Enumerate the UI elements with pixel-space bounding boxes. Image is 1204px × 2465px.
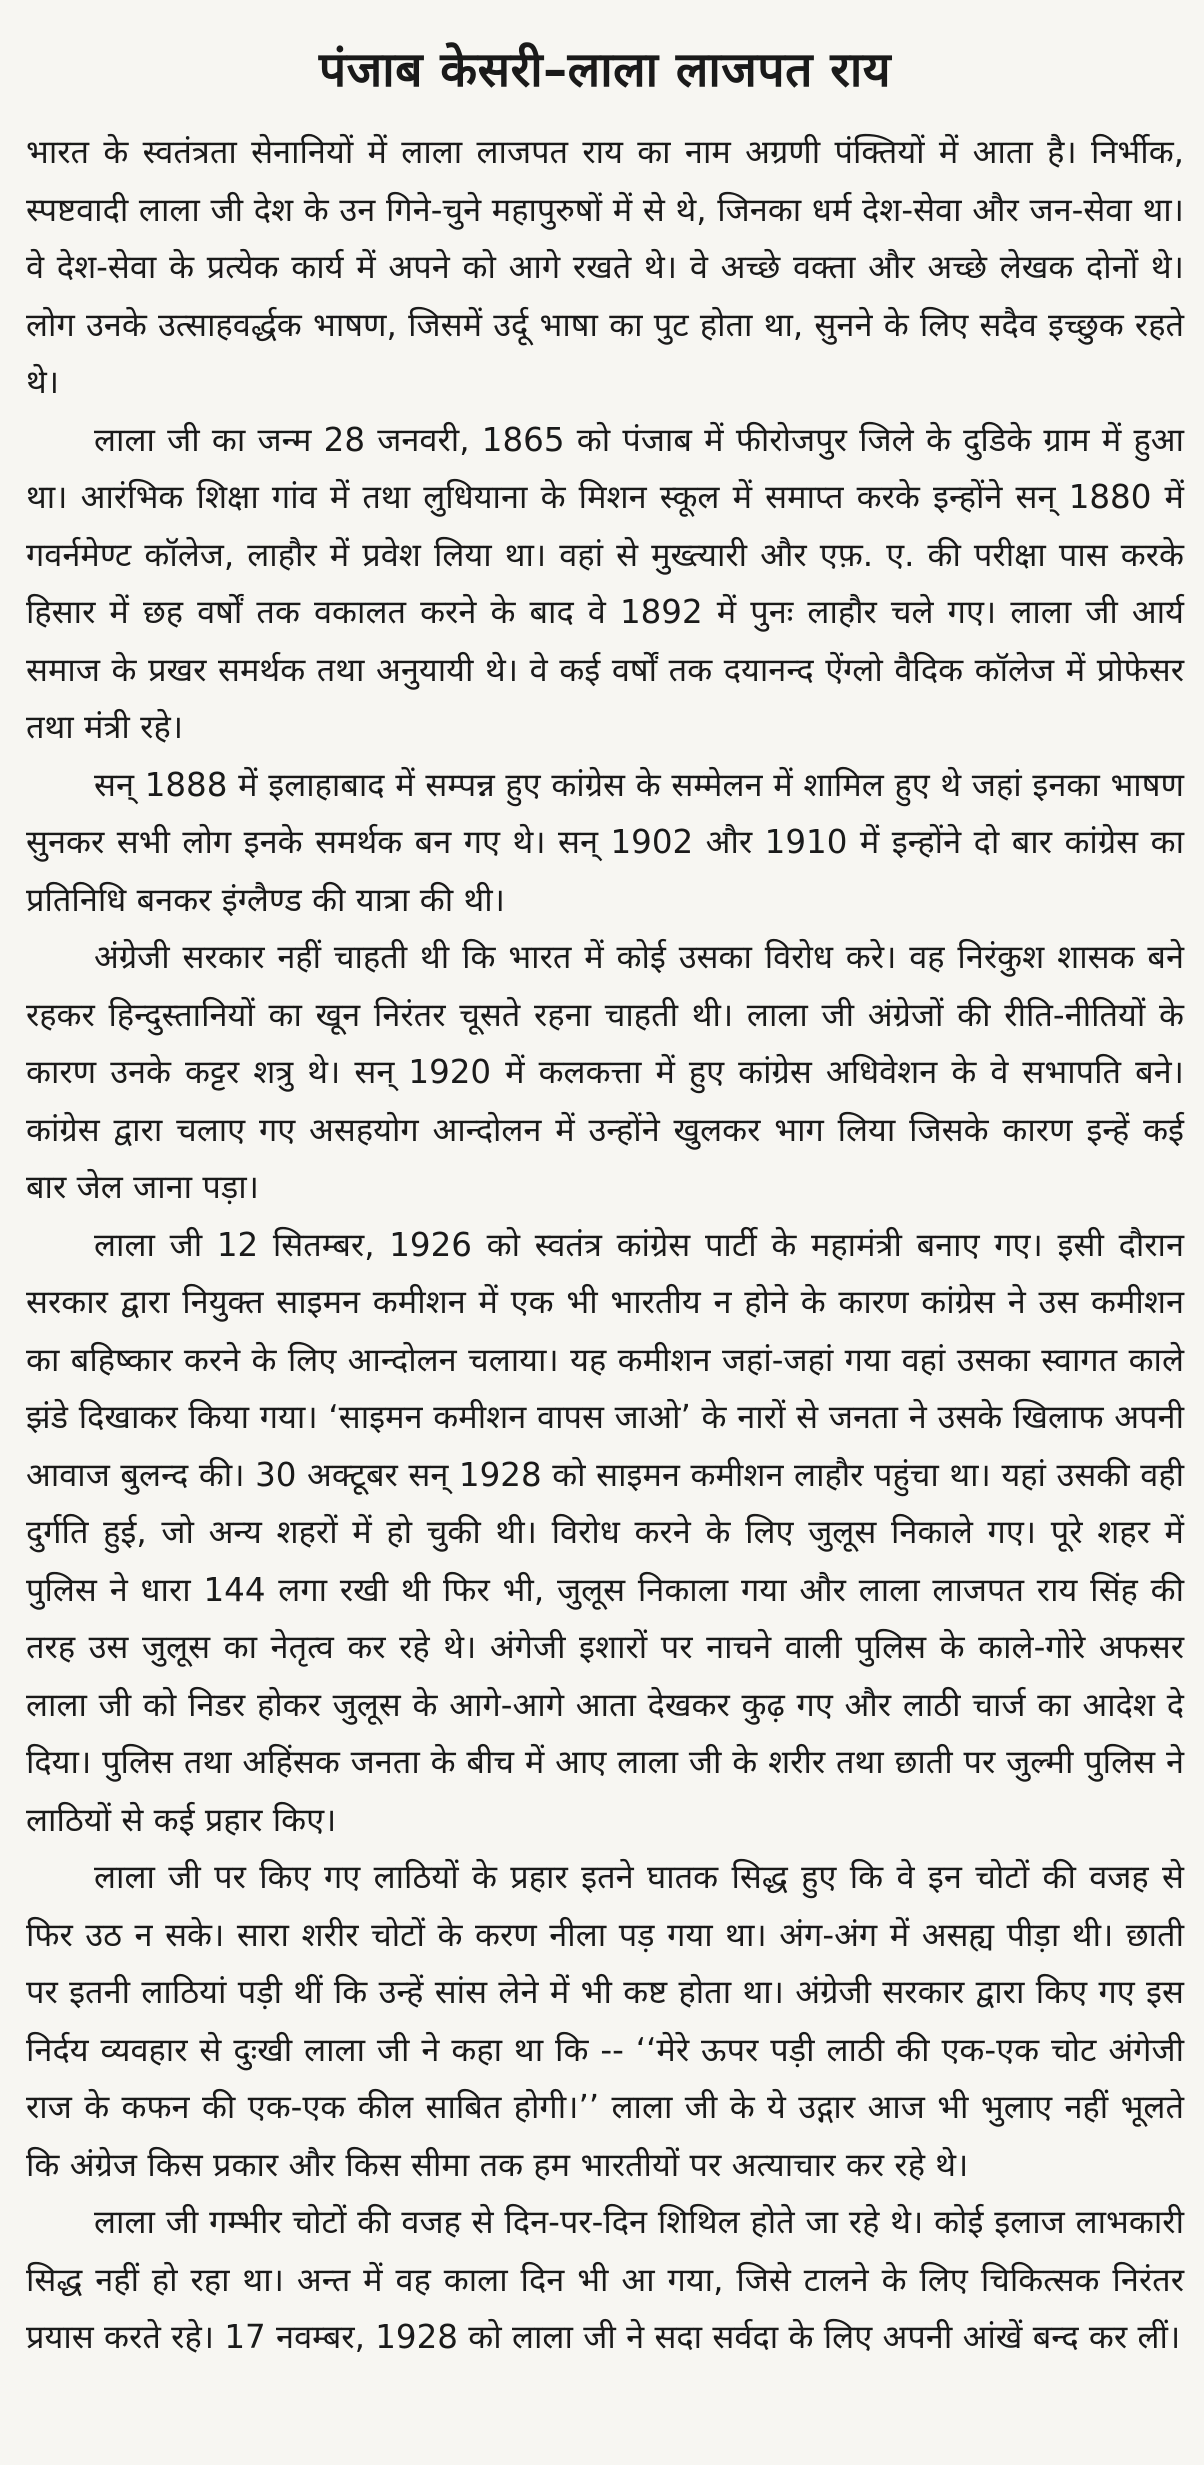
paragraph-intro: भारत के स्वतंत्रता सेनानियों में लाला लाजपत राय का नाम अग्रणी पंक्तियों में आता है। निर्भीक, स्पष्टवादी लाला जी देश के उन गिने-चुने महापुरुषों में से थे, जिनका धर्म देश-सेवा और जन-सेवा था। वे देश-सेवा के प्रत्येक कार्य में अपने को आगे रखते थे। वे अच्छे वक्ता और अच्छे लेखक दोनों थे। लोग उनके उत्साहवर्द्धक भाषण, जिसमें उर्दू भाषा का पुट होता था, सुनने के लिए सदैव इच्छुक रहते थे।: [26, 133, 1184, 401]
paragraph-british-rule: अंग्रेजी सरकार नहीं चाहती थी कि भारत में कोई उसका विरोध करे। वह निरंकुश शासक बने रहकर हिन्दुस्तानियों का खून निरंतर चूसते रहना चाहती थी। लाला जी अंग्रेजों की रीति-नीतियों के कारण उनके कट्टर शत्रु थे। सन् 1920 में कलकत्ता में हुए कांग्रेस अधिवेशन के वे सभापति बने। कांग्रेस द्वारा चलाए गए असहयोग आन्दोलन में उन्होंने खुलकर भाग लिया जिसके कारण इन्हें कई बार जेल जाना पड़ा।: [26, 938, 1184, 1206]
paragraph-birth-education: लाला जी का जन्म 28 जनवरी, 1865 को पंजाब में फीरोजपुर जिले के दुडिके ग्राम में हुआ था। आरंभिक शिक्षा गांव में तथा लुधियाना के मिशन स्कूल में समाप्त करके इन्होंने सन् 1880 में गवर्नमेण्ट कॉलेज, लाहौर में प्रवेश लिया था। वहां से मुख्त्यारी और एफ़. ए. की परीक्षा पास करके हिसार में छह वर्षों तक वकालत करने के बाद वे 1892 में पुनः लाहौर चले गए। लाला जी आर्य समाज के प्रखर समर्थक तथा अनुयायी थे। वे कई वर्षों तक दयानन्द ऐंग्लो वैदिक कॉलेज में प्रोफेसर तथा मंत्री रहे।: [26, 420, 1184, 746]
paragraph-death: लाला जी गम्भीर चोटों की वजह से दिन-पर-दिन शिथिल होते जा रहे थे। कोई इलाज लाभकारी सिद्ध नहीं हो रहा था। अन्त में वह काला दिन भी आ गया, जिसे टालने के लिए चिकित्सक निरंतर प्रयास करते रहे। 17 नवम्बर, 1928 को लाला जी ने सदा सर्वदा के लिए अपनी आंखें बन्द कर लीं।: [26, 2203, 1184, 2356]
paragraph-simon-commission: लाला जी 12 सितम्बर, 1926 को स्वतंत्र कांग्रेस पार्टी के महामंत्री बनाए गए। इसी दौरान सरकार द्वारा नियुक्त साइमन कमीशन में एक भी भारतीय न होने के कारण कांग्रेस ने उस कमीशन का बहिष्कार करने के लिए आन्दोलन चलाया। यह कमीशन जहां-जहां गया वहां उसका स्वागत काले झंडे दिखाकर किया गया। ‘साइमन कमीशन वापस जाओ’ के नारों से जनता ने उसके खिलाफ अपनी आवाज बुलन्द की। 30 अक्टूबर सन् 1928 को साइमन कमीशन लाहौर पहुंचा था। यहां उसकी वही दुर्गति हुई, जो अन्य शहरों में हो चुकी थी। विरोध करने के लिए जुलूस निकाले गए। पूरे शहर में पुलिस ने धारा 144 लगा रखी थी फिर भी, जुलूस निकाला गया और लाला लाजपत राय सिंह की तरह उस जुलूस का नेतृत्व कर रहे थे। अंगेजी इशारों पर नाचने वाली पुलिस के काले-गोरे अफसर लाला जी को निडर होकर जुलूस के आगे-आगे आता देखकर कुढ़ गए और लाठी चार्ज का आदेश दे दिया। पुलिस तथा अहिंसक जनता के बीच में आए लाला जी के शरीर तथा छाती पर जुल्मी पुलिस ने लाठियों से कई प्रहार किए।: [26, 1225, 1184, 1839]
paragraph-congress-1888: सन् 1888 में इलाहाबाद में सम्पन्न हुए कांग्रेस के सम्मेलन में शामिल हुए थे जहां इनका भाषण सुनकर सभी लोग इनके समर्थक बन गए थे। सन् 1902 और 1910 में इन्होंने दो बार कांग्रेस का प्रतिनिधि बनकर इंग्लैण्ड की यात्रा की थी।: [26, 765, 1184, 919]
document-title: पंजाब केसरी–लाला लाजपत राय: [318, 42, 892, 98]
paragraph-injuries: लाला जी पर किए गए लाठियों के प्रहार इतने घातक सिद्ध हुए कि वे इन चोटों की वजह से फिर उठ न सके। सारा शरीर चोटों के करण नीला पड़ गया था। अंग-अंग में असह्य पीड़ा थी। छाती पर इतनी लाठियां पड़ी थीं कि उन्हें सांस लेने में भी कष्ट होता था। अंग्रेजी सरकार द्वारा किए गए इस निर्दय व्यवहार से दुःखी लाला जी ने कहा था कि -- ‘‘मेरे ऊपर पड़ी लाठी की एक-एक चोट अंगेजी राज के कफन की एक-एक कील साबित होगी।’’ लाला जी के ये उद्गार आज भी भुलाए नहीं भूलते कि अंग्रेज किस प्रकार और किस सीमा तक हम भारतीयों पर अत्याचार कर रहे थे।: [26, 1858, 1184, 2184]
